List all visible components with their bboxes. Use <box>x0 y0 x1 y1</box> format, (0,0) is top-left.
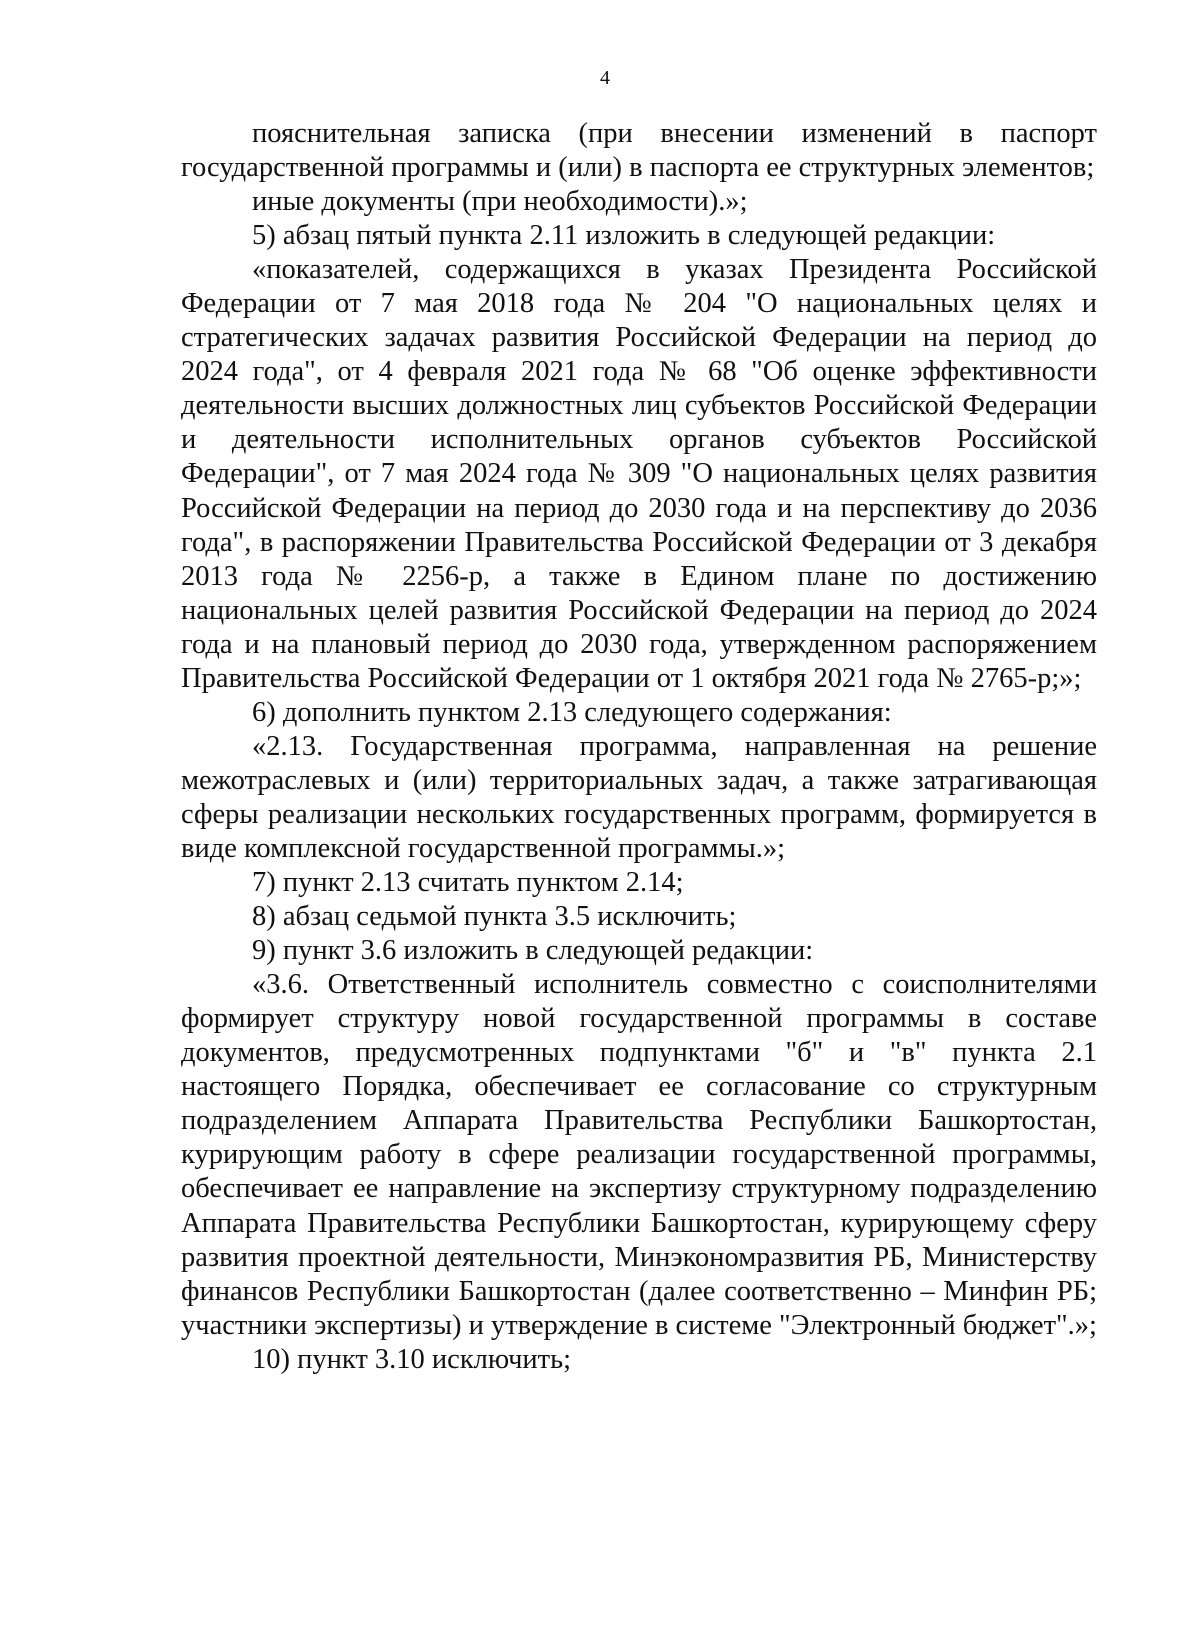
paragraph-other-documents: иные документы (при необходимости).»; <box>252 186 748 218</box>
paragraph-explanatory-note: пояснительная записка (при внесении изменений в паспорт государственной программы и (или) в паспорта ее структурных элементов; <box>181 118 1097 184</box>
paragraph-indicators-quote: «показателей, содержащихся в указах Президента Российской Федерации от 7 мая 2018 года № 204 "О национальных целях и стратегических задачах развития Российской Федерации на период до 2024 года", от 4 февраля 2021 года № 68 "Об оценке эффективности деятельности высших должностных лиц субъектов Российской Федерации и деятельности исполнительных органов субъектов Российской Федерации", от 7 мая 2024 года № 309 "О национальных целях развития Российской Федерации на период до 2030 года и на перспективу до 2036 года", в распоряжении Правительства Российской Федерации от 3 декабря 2013 года № 2256-р, а также в Едином плане по достижению национальных целей развития Российской Федерации на период до 2024 года и на плановый период до 2030 года, утвержденном распоряжением Правительства Российской Федерации от 1 октября 2021 года № 2765-р;»; <box>181 254 1097 694</box>
paragraph-item-10: 10) пункт 3.10 исключить; <box>252 1343 572 1375</box>
paragraph-item-8: 8) абзац седьмой пункта 3.5 исключить; <box>252 901 737 933</box>
paragraph-2-13-quote: «2.13. Государственная программа, направленная на решение межотраслевых и (или) территориальных задач, а также затрагивающая сферы реализации нескольких государственных программ, формируется в виде комплексной государственной программы.»; <box>181 730 1097 864</box>
document-body <box>181 117 1097 1377</box>
paragraph-item-9: 9) пункт 3.6 изложить в следующей редакции: <box>252 935 814 967</box>
paragraph-item-6: 6) дополнить пунктом 2.13 следующего содержания: <box>252 696 892 728</box>
paragraph-item-5: 5) абзац пятый пункта 2.11 изложить в следующей редакции: <box>252 220 996 252</box>
paragraph-item-7: 7) пункт 2.13 считать пунктом 2.14; <box>252 867 684 899</box>
page-number: 4 <box>600 67 610 89</box>
paragraph-3-6-quote: «3.6. Ответственный исполнитель совместно с соисполнителями формирует структуру новой государственной программы в составе документов, предусмотренных подпунктами "б" и "в" пункта 2.1 настоящего Порядка, обеспечивает ее согласование со структурным подразделением Аппарата Правительства Республики Башкортостан, курирующим работу в сфере реализации государственной программы, обеспечивает ее направление на экспертизу структурному подразделению Аппарата Правительства Республики Башкортостан, курирующему сферу развития проектной деятельности, Минэкономразвития РБ, Министерству финансов Республики Башкортостан (далее соответственно – Минфин РБ; участники экспертизы) и утверждение в системе "Электронный бюджет".»; <box>181 969 1097 1341</box>
